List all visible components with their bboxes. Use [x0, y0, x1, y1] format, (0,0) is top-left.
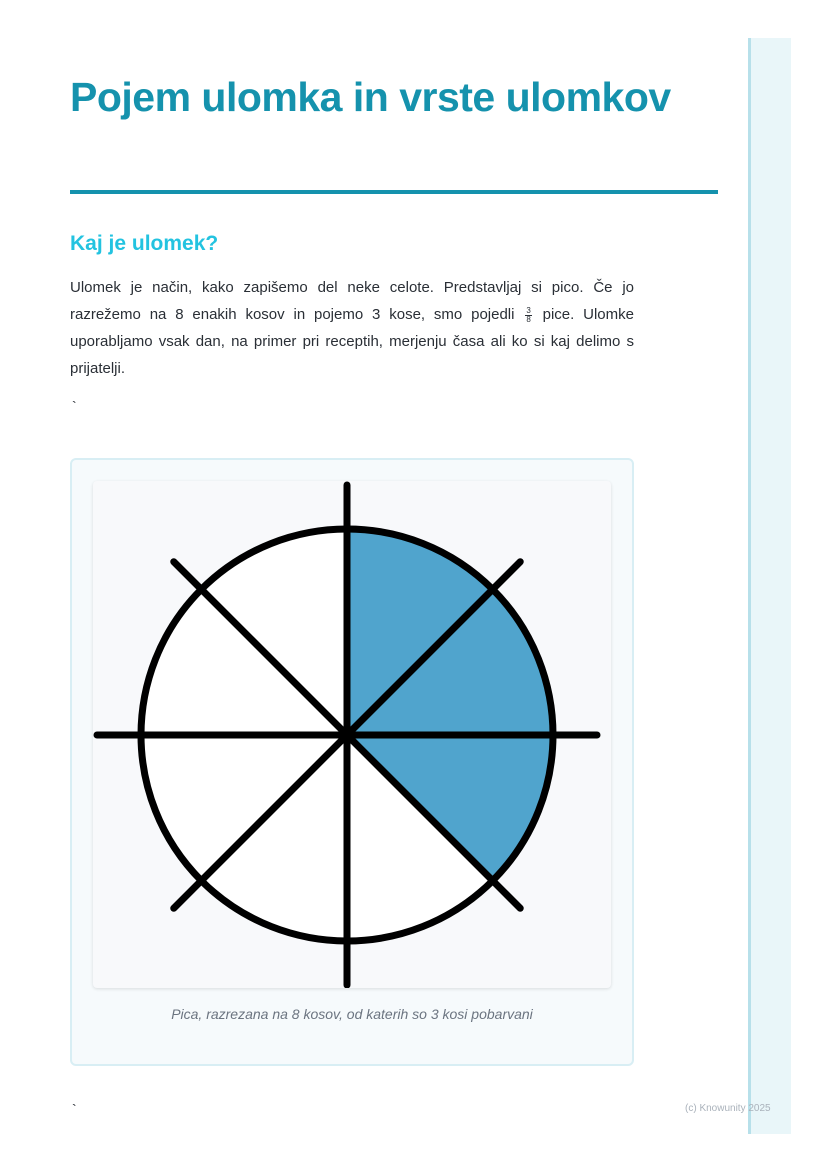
title-divider [70, 190, 718, 194]
stray-backtick-bottom: ` [72, 1101, 77, 1117]
intro-paragraph [70, 274, 634, 382]
stray-backtick: ` [72, 398, 77, 414]
fraction-numerator: 3 [526, 305, 531, 315]
fraction-denominator: 8 [526, 314, 531, 324]
fraction-three-eighths [525, 307, 531, 324]
pizza-diagram [93, 481, 611, 988]
figure-caption: Pica, razrezana na 8 kosov, od katerih so 3 kosi pobarvani [171, 1006, 533, 1022]
copyright-footer: (c) Knowunity 2025 [685, 1103, 771, 1114]
page-title: Pojem ulomka in vrste ulomkov [70, 74, 671, 120]
pizza-image [93, 481, 611, 988]
paragraph-text-end: pice. Ulomke uporabljamo vsak dan, na primer pri receptih, merjenju časa ali ko si kaj delimo s prijatelji. [70, 306, 634, 377]
section-heading: Kaj je ulomek? [70, 232, 219, 255]
side-panel [748, 38, 791, 1134]
paragraph-text-start: Ulomek je način, kako zapišemo del neke celote. Predstavljaj si pico. Če jo razrežemo na 8 enakih kosov in pojemo 3 kose, smo pojedli [70, 279, 634, 323]
